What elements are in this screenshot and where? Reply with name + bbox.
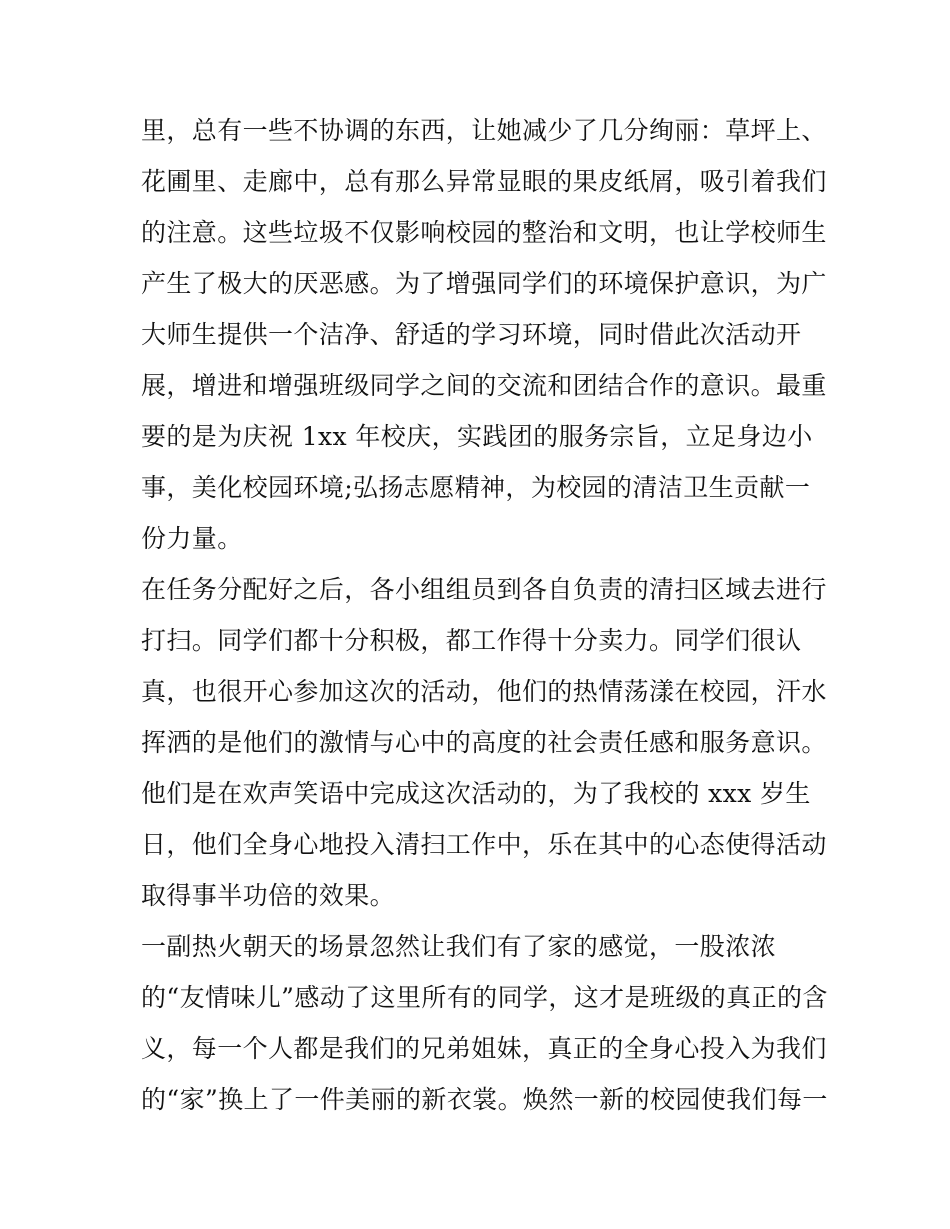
text-line: 大师生提供一个洁净、舒适的学习环境，同时借此次活动开 (141, 320, 802, 349)
text-line: 打扫。同学们都十分积极，都工作得十分卖力。同学们很认 (141, 626, 802, 655)
text-line: 挥洒的是他们的激情与心中的高度的社会责任感和服务意识。 (141, 728, 827, 757)
text-line: 的“友情味儿”感动了这里所有的同学，这才是班级的真正的含 (141, 983, 828, 1012)
text-line: 日，他们全身心地投入清扫工作中，乐在其中的心态使得活动 (141, 830, 827, 859)
text-line: 真，也很开心参加这次的活动，他们的热情荡漾在校园，汗水 (141, 677, 827, 706)
document-body (141, 108, 828, 1128)
text-line: 份力量。 (141, 524, 243, 553)
text-line: 取得事半功倍的效果。 (141, 881, 396, 910)
text-line: 要的是为庆祝 1xx 年校庆，实践团的服务宗旨，立足身边小 (141, 422, 813, 451)
text-line: 产生了极大的厌恶感。为了增强同学们的环境保护意识，为广 (141, 269, 827, 298)
text-line: 在任务分配好之后，各小组组员到各自负责的清扫区域去进行 (141, 575, 827, 604)
text-line: 花圃里、走廊中，总有那么异常显眼的果皮纸屑，吸引着我们 (141, 167, 827, 196)
text-line: 事，美化校园环境;弘扬志愿精神，为校园的清洁卫生贡献一 (141, 473, 811, 502)
text-line: 展，增进和增强班级同学之间的交流和团结合作的意识。最重 (141, 371, 827, 400)
text-line: 的“家”换上了一件美丽的新衣裳。焕然一新的校园使我们每一 (141, 1085, 828, 1114)
text-line: 一副热火朝天的场景忽然让我们有了家的感觉，一股浓浓 (141, 932, 777, 961)
text-line: 的注意。这些垃圾不仅影响校园的整治和文明，也让学校师生 (141, 218, 827, 247)
text-line: 里，总有一些不协调的东西，让她减少了几分绚丽：草坪上、 (141, 116, 827, 145)
text-line: 他们是在欢声笑语中完成这次活动的，为了我校的 xxx 岁生 (141, 779, 811, 808)
text-line: 义，每一个人都是我们的兄弟姐妹，真正的全身心投入为我们 (141, 1034, 827, 1063)
